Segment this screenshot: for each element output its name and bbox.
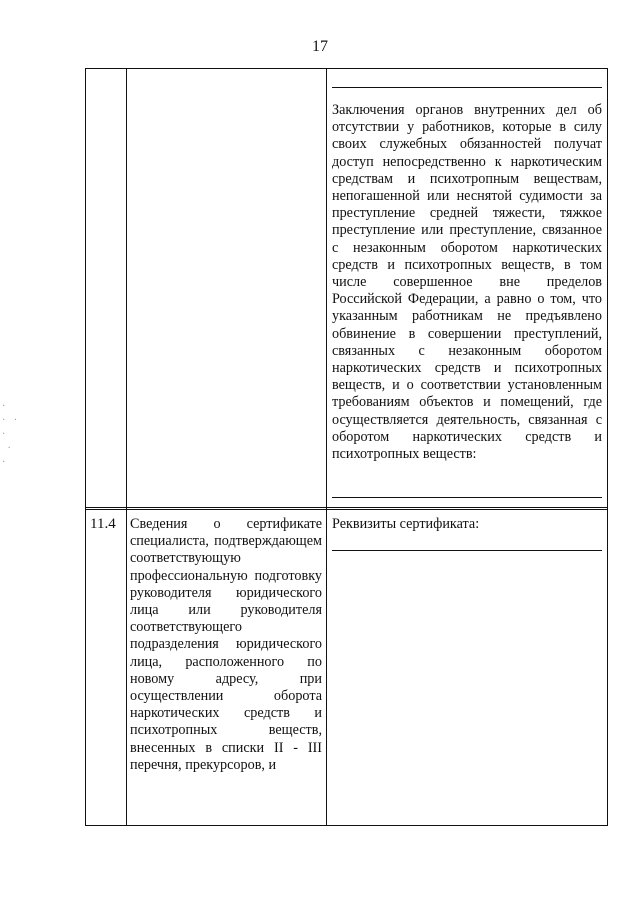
scan-artifact: · · · · · · <box>2 401 21 468</box>
certificate-details-label: Реквизиты сертификата: <box>332 516 480 532</box>
row-description: Сведения о сертификате специалиста, подтверждающем соответствующую профессиональную подготовку руководителя юридического лица или руководителя соответствующего подразделения юридического лица, расположенного по новому адресу, при осуществлении оборота наркотических средств и психотропных веществ, внесенных в списки II - III перечня, прекурсоров, и <box>130 516 322 773</box>
column-divider-2 <box>326 69 327 825</box>
row-number: 11.4 <box>90 516 116 532</box>
answer-line-conclusions <box>332 497 602 498</box>
page-number: 17 <box>312 38 328 55</box>
row-divider <box>86 507 607 510</box>
answer-line-top <box>332 87 602 88</box>
column-divider-1 <box>126 69 127 825</box>
form-table <box>85 68 608 826</box>
requirement-text-police-conclusions: Заключения органов внутренних дел об отсутствии у работников, которые в силу своих служебных обязанностей получат доступ непосредственно к наркотическим средствам и психотропным веществам, непогашенной или неснятой судимости за преступление средней тяжести, тяжкое преступление или преступление, связанное с незаконным оборотом наркотических средств и психотропных веществ, в том числе совершенное вне пределов Российской Федерации, а равно о том, что указанным работникам не предъявлено обвинение в совершении преступлений, связанных с незаконным оборотом наркотических средств и психотропных веществ, и о соответствии установленным требованиям объектов и помещений, где осуществляется деятельность, связанная с оборотом наркотических средств и психотропных веществ: <box>332 102 602 463</box>
answer-line-certificate <box>332 550 602 551</box>
